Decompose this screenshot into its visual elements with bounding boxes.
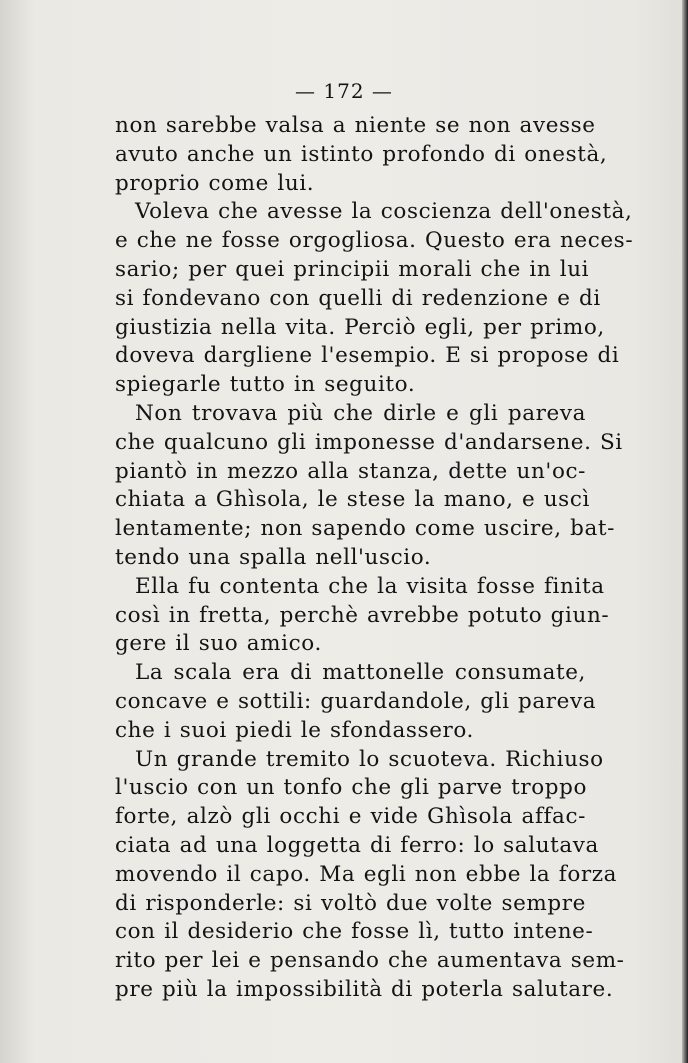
text-line: gere il suo amico. bbox=[115, 631, 322, 657]
text-line: doveva dargliene l'esempio. E si propose di bbox=[115, 343, 620, 369]
text-line: e che ne fosse orgogliosa. Questo era neces- bbox=[115, 228, 634, 254]
page-body-text bbox=[115, 112, 634, 1005]
text-line: non sarebbe valsa a niente se non avesse bbox=[115, 113, 596, 138]
text-line: Non trovava più che dirle e gli pareva bbox=[135, 400, 586, 426]
text-line: lentamente; non sapendo come uscire, bat- bbox=[115, 516, 615, 542]
text-line: proprio come lui. bbox=[115, 170, 315, 196]
text-line: ciata ad una loggetta di ferro: lo salutava bbox=[115, 832, 599, 858]
text-line: concave e sottili: guardandole, gli pareva bbox=[115, 688, 597, 714]
text-line: Un grande tremito lo scuoteva. Richiuso bbox=[135, 746, 604, 772]
text-line: tendo una spalla nell'uscio. bbox=[115, 544, 432, 570]
text-line: sario; per quei principii morali che in lui bbox=[115, 256, 590, 282]
text-line: con il desiderio che fosse lì, tutto intene- bbox=[115, 919, 594, 945]
text-line: Ella fu contenta che la visita fosse finita bbox=[135, 573, 605, 599]
text-line: rito per lei e pensando che aumentava sem- bbox=[115, 948, 625, 974]
text-line: Voleva che avesse la coscienza dell'onestà, bbox=[135, 199, 633, 225]
text-line: chiata a Ghìsola, le stese la mano, e uscì bbox=[115, 487, 590, 513]
text-line: La scala era di mattonelle consumate, bbox=[135, 660, 586, 686]
text-line: movendo il capo. Ma egli non ebbe la forza bbox=[115, 861, 618, 887]
text-line: che i suoi piedi le sfondassero. bbox=[115, 717, 474, 743]
text-line: forte, alzò gli occhi e vide Ghìsola affac- bbox=[115, 804, 586, 830]
text-line: spiegarle tutto in seguito. bbox=[115, 372, 416, 398]
page-number: — 172 — bbox=[295, 79, 393, 103]
text-line: l'uscio con un tonfo che gli parve troppo bbox=[115, 775, 588, 801]
text-line: di risponderle: si voltò due volte sempre bbox=[115, 890, 586, 916]
text-line: si fondevano con quelli di redenzione e di bbox=[115, 285, 601, 311]
text-line: giustizia nella vita. Perciò egli, per primo, bbox=[115, 314, 605, 340]
page-edge-shadow bbox=[682, 0, 688, 1063]
text-line: pre più la impossibilità di poterla salutare. bbox=[115, 976, 614, 1002]
text-line: che qualcuno gli imponesse d'andarsene. Si bbox=[115, 429, 623, 455]
text-line: così in fretta, perchè avrebbe potuto giun- bbox=[115, 602, 610, 628]
text-line: piantò in mezzo alla stanza, dette un'oc- bbox=[115, 458, 586, 484]
text-line: avuto anche un istinto profondo di onestà, bbox=[115, 141, 608, 167]
